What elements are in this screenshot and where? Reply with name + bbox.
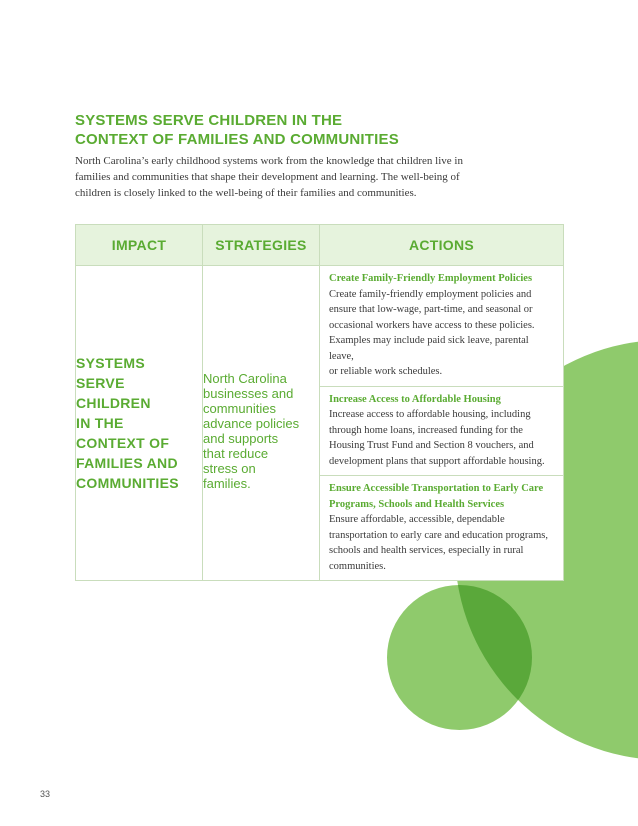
action-employment-policies <box>320 266 563 387</box>
impact-line: SERVE <box>76 375 125 391</box>
action-body <box>329 512 555 574</box>
action-body-line: schools and health services, especially in rural <box>329 545 524 556</box>
action-body-line: Examples may include paid sick leave, parental leave, <box>329 335 529 362</box>
impact-line: COMMUNITIES <box>76 475 179 491</box>
action-body-line: or reliable work schedules. <box>329 366 443 377</box>
page-title <box>75 111 495 149</box>
strategy-line: communities <box>203 401 276 416</box>
impact-column-header: IMPACT <box>76 225 203 266</box>
action-affordable-housing <box>320 387 563 477</box>
impact-strategy-action-table <box>75 224 564 581</box>
action-body-line: communities. <box>329 560 386 572</box>
impact-line: CHILDREN <box>76 395 151 411</box>
page-number: 33 <box>40 789 51 799</box>
action-body-line: occasional workers have access to these policies. <box>329 319 535 331</box>
strategy-line: that reduce <box>203 446 269 461</box>
action-body-line: through home loans, increased funding for the <box>329 424 523 436</box>
strategy-line: stress on <box>203 461 256 476</box>
decorative-circle-overlap <box>455 585 532 730</box>
action-body-line: Create family-friendly employment policies and <box>329 288 532 300</box>
table-header-row <box>76 225 564 266</box>
action-body-line: ensure that low-wage, part-time, and seasonal or <box>329 304 533 315</box>
action-body-line: transportation to early care and education programs, <box>329 529 548 541</box>
strategy-line: businesses and <box>203 386 294 401</box>
impact-cell <box>76 266 203 581</box>
table-row <box>76 266 564 581</box>
strategy-line: and supports <box>203 431 279 446</box>
action-title <box>329 481 555 512</box>
intro-paragraph <box>75 153 465 201</box>
action-title-line: Programs, Schools and Health Services <box>329 498 505 510</box>
action-body <box>329 407 555 469</box>
action-body-line: development plans that support affordable housing. <box>329 455 545 467</box>
decorative-circle-small <box>387 585 532 730</box>
action-body-line: Ensure affordable, accessible, dependable <box>329 514 505 525</box>
impact-line: SYSTEMS <box>76 355 146 371</box>
strategy-line: North Carolina <box>203 371 287 386</box>
action-title: Create Family-Friendly Employment Policies <box>329 273 533 284</box>
title-line: CONTEXT OF FAMILIES AND COMMUNITIES <box>75 131 399 148</box>
strategies-column-header: STRATEGIES <box>203 225 320 266</box>
title-line: SYSTEMS SERVE CHILDREN IN THE <box>75 112 343 129</box>
impact-line: FAMILIES AND <box>76 455 178 471</box>
strategy-cell <box>203 266 320 581</box>
action-body-line: Increase access to affordable housing, including <box>329 409 531 420</box>
intro-line: children is closely linked to the well-being of their families and communities. <box>75 187 417 199</box>
strategy-line: families. <box>203 476 251 491</box>
action-accessible-transportation <box>320 476 563 580</box>
action-title: Increase Access to Affordable Housing <box>329 393 501 405</box>
intro-line: families and communities that shape their development and learning. The well-being of <box>75 171 460 183</box>
intro-line: North Carolina’s early childhood systems work from the knowledge that children live in <box>75 155 463 167</box>
actions-column-header: ACTIONS <box>320 225 564 266</box>
impact-line: CONTEXT OF <box>76 435 170 451</box>
impact-line: IN THE <box>76 415 124 431</box>
strategy-line: advance policies <box>203 416 300 431</box>
actions-cell <box>320 266 564 581</box>
action-body-line: Housing Trust Fund and Section 8 vouchers, and <box>329 440 534 451</box>
action-title-line: Ensure Accessible Transportation to Early Care <box>329 483 544 494</box>
action-body <box>329 287 555 380</box>
